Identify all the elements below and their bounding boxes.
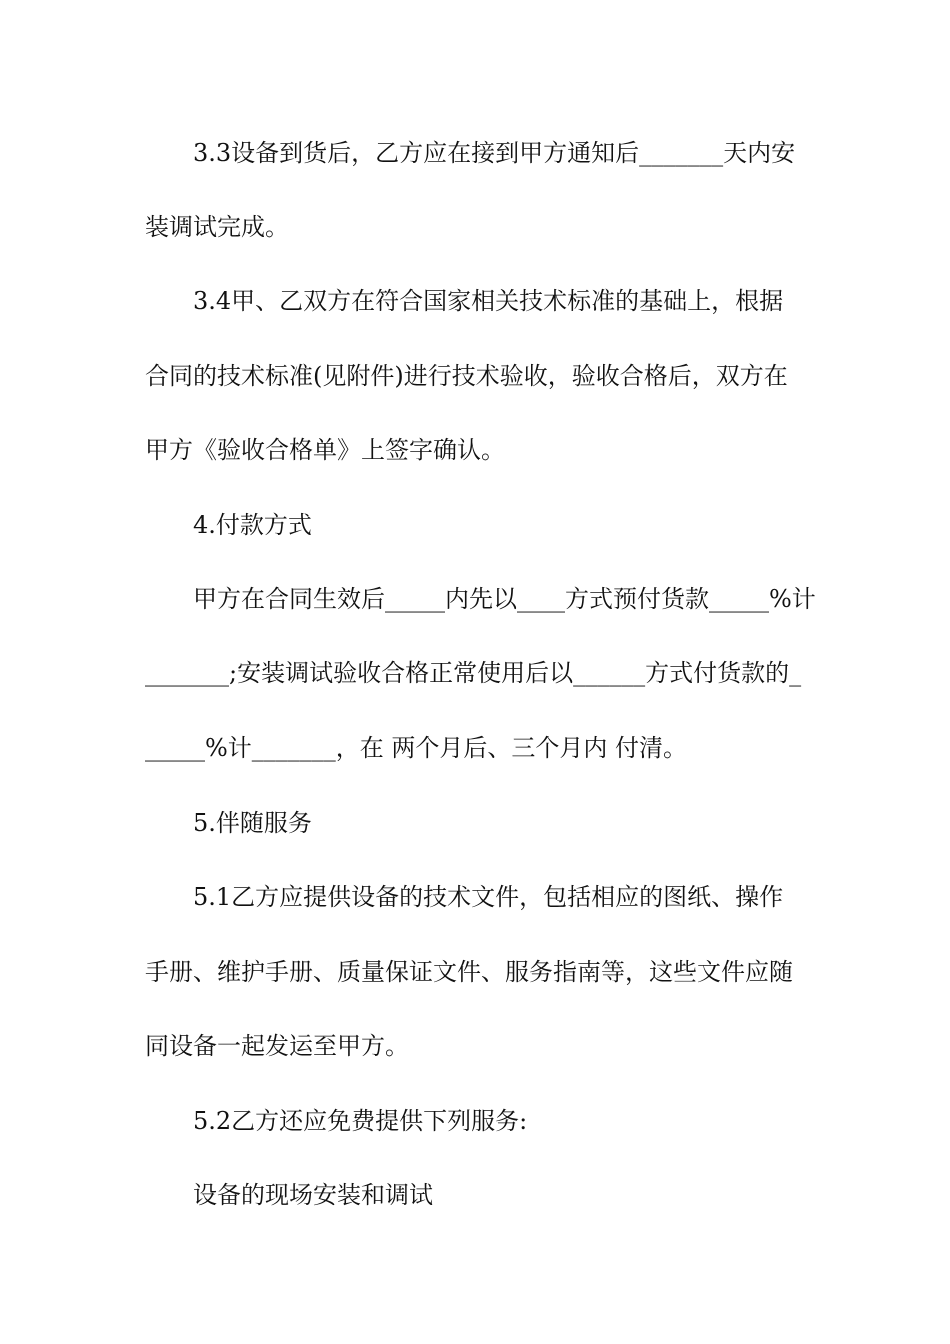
payment-line-1: 甲方在合同生效后_____内先以____方式预付货款_____%计 [193,585,816,613]
clause-5-1-line-1: 5.1乙方应提供设备的技术文件，包括相应的图纸、操作 [193,883,784,911]
service-item-line: 设备的现场安装和调试 [193,1181,433,1209]
clause-5-1-line-3: 同设备一起发运至甲方。 [145,1032,409,1060]
clause-5-2-line-1: 5.2乙方还应免费提供下列服务: [193,1107,528,1135]
clause-3-3-line-2: 装调试完成。 [145,213,289,241]
clause-3-4-line-3: 甲方《验收合格单》上签字确认。 [145,436,505,464]
clause-3-4-line-2: 合同的技术标准(见附件)进行技术验收，验收合格后，双方在 [145,362,788,390]
clause-3-4-line-1: 3.4甲、乙双方在符合国家相关技术标准的基础上，根据 [193,287,784,315]
payment-line-3: _____%计_______，在 两个月后、三个月内 付清。 [145,734,688,762]
section-4-heading: 4.付款方式 [193,511,312,539]
clause-5-1-line-2: 手册、维护手册、质量保证文件、服务指南等，这些文件应随 [145,958,793,986]
section-5-heading: 5.伴随服务 [193,809,312,837]
clause-3-3-line-1: 3.3设备到货后，乙方应在接到甲方通知后_______天内安 [193,139,796,167]
payment-line-2: _______;安装调试验收合格正常使用后以______方式付货款的_ [145,659,802,687]
